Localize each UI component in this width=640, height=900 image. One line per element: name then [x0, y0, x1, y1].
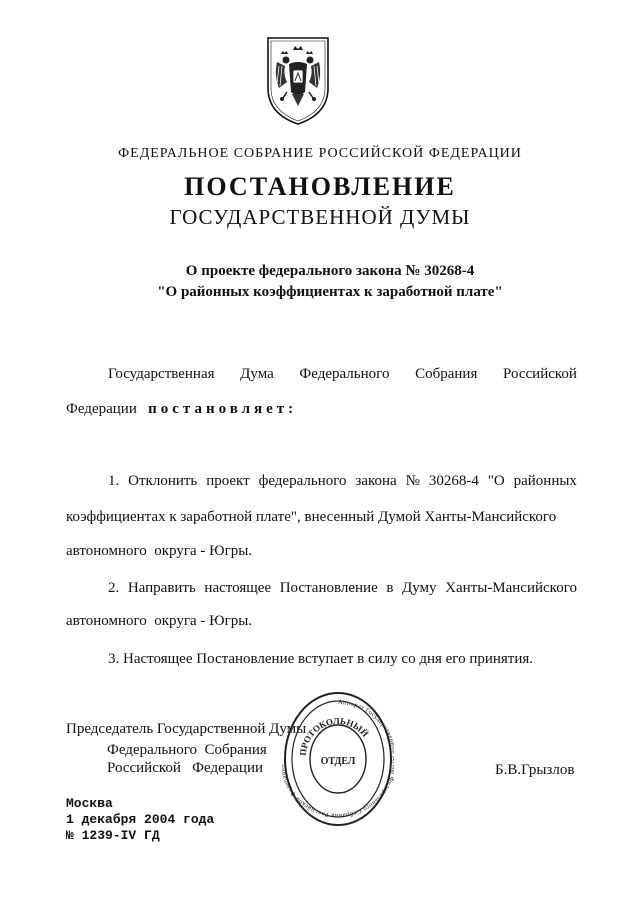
resolves-verb: постановляет:	[148, 401, 298, 417]
item-3-line-1: 3. Настоящее Постановление вступает в силу со дня его принятия.	[108, 651, 534, 667]
item-1-line-2: коэффициентах к заработной плате", внесенный Думой Ханты-Мансийского	[66, 509, 557, 525]
item-word: Ханты-Мансийского	[445, 580, 577, 596]
preamble-word: Российской	[503, 366, 577, 382]
preamble-word: Дума	[240, 366, 274, 382]
preamble-word: Федерального	[299, 366, 390, 382]
stamp-outer-text: Аппарат Государстве едерального Собрания Российской Федер	[282, 698, 394, 820]
item-word: "О	[487, 473, 505, 489]
preamble-line-1	[108, 366, 577, 383]
subject-line-2: "О районных коэффициентах к заработной плате"	[157, 284, 503, 300]
subject-line-1: О проекте федерального закона № 30268-4	[185, 263, 475, 279]
item-word: Постановление	[279, 580, 378, 596]
item-word: 30268-4	[428, 473, 479, 489]
preamble-line-2	[66, 401, 297, 418]
item-2-line-2: автономного округа - Югры.	[66, 613, 253, 629]
eagle-emblem-icon	[265, 36, 331, 126]
item-word: в	[386, 580, 394, 596]
issuer-subtitle: ГОСУДАРСТВЕННОЙ ДУМЫ	[169, 205, 471, 229]
preamble-word: Государственная	[108, 366, 215, 382]
footer-city: Москва	[66, 796, 113, 811]
footer-date: 1 декабря 2004 года	[66, 812, 215, 827]
item-word: проект	[206, 473, 250, 489]
item-word: Направить	[127, 580, 196, 596]
item-word: 1.	[108, 473, 120, 489]
document-type-title: ПОСТАНОВЛЕНИЕ	[184, 172, 456, 201]
item-word: настоящее	[204, 580, 272, 596]
preamble-word: Собрания	[415, 366, 478, 382]
signatory-title-line-3: Российской Федерации	[107, 760, 264, 776]
signatory-name: Б.В.Грызлов	[495, 762, 575, 778]
preamble-start: Федерации	[66, 401, 137, 417]
item-word: закона	[355, 473, 397, 489]
item-word: районных	[513, 473, 577, 489]
stamp-arc-text: ПРОТОКОЛЬНЫЙ	[297, 715, 371, 757]
federal-assembly-heading: ФЕДЕРАЛЬНОЕ СОБРАНИЕ РОССИЙСКОЙ ФЕДЕРАЦИИ	[118, 146, 522, 161]
coat-of-arms-emblem	[265, 36, 331, 126]
item-1-line-3: автономного округа - Югры.	[66, 543, 253, 559]
signatory-title-line-2: Федерального Собрания	[107, 742, 267, 758]
item-2-line-1	[108, 580, 577, 597]
item-word: №	[405, 473, 420, 489]
stamp-seal-icon	[282, 690, 394, 828]
item-word: федерального	[258, 473, 347, 489]
item-1-line-1	[108, 473, 577, 490]
item-word: Отклонить	[128, 473, 198, 489]
item-word: Думу	[402, 580, 437, 596]
footer-number: № 1239-IV ГД	[66, 828, 160, 843]
item-word: 2.	[108, 580, 120, 596]
stamp-center-text: ОТДЕЛ	[320, 756, 356, 767]
signatory-title-line-1: Председатель Государственной Думы	[66, 721, 307, 737]
official-stamp	[282, 690, 394, 828]
